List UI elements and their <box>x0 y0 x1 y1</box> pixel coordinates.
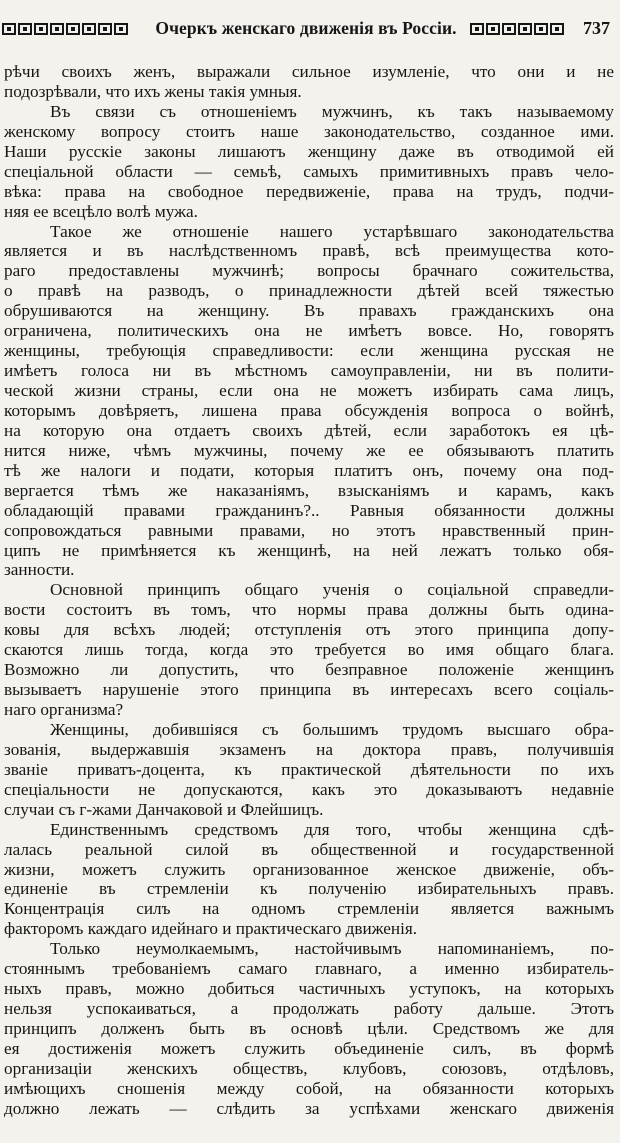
text-line: на которую она отдаетъ своихъ дѣтей, если заработокъ ея цѣ- <box>4 420 614 440</box>
text-line: женскому вопросу стоитъ наше законодательство, созданное ими. <box>4 121 614 141</box>
page-header <box>0 16 620 42</box>
text-line: няя ее всецѣло волѣ мужа. <box>4 201 198 221</box>
text-line: званіе приватъ-доцента, къ практической дѣятельности по ихъ <box>4 759 614 779</box>
ornament-box-icon <box>18 23 32 35</box>
text-line: скаются лишь тогда, когда это требуется во имя общаго блага. <box>4 640 614 660</box>
text-line: сопровождаться равными правами, но этотъ нравственный прин- <box>4 520 614 540</box>
ornament-box-icon <box>486 23 500 35</box>
text-line: является и въ наслѣдственномъ правѣ, всѣ преимущества кото- <box>4 241 614 261</box>
text-line: организаціи женскихъ обществъ, клубовъ, союзовъ, отдѣловъ, <box>4 1058 614 1078</box>
text-line: лалась реальной силой въ общественной и государственной <box>4 839 614 859</box>
text-line: Въ связи съ отношеніемъ мужчинъ, къ такъ называемому <box>50 101 614 121</box>
text-line: должно лежать — слѣдить за успѣхами женскаго движенія <box>4 1098 614 1118</box>
text-line: Основной принципъ общаго ученія о соціальной справедли- <box>50 580 614 600</box>
text-line: вѣка: права на свободное передвиженіе, права на трудъ, подчи- <box>4 181 614 201</box>
text-line: имѣетъ голоса ни въ мѣстномъ самоуправленіи, ни въ полити- <box>4 361 614 381</box>
text-line: вергается тѣмъ же наказаніямъ, взысканіямъ и карамъ, какъ <box>4 480 614 500</box>
ornamental-border-right <box>470 22 566 36</box>
text-line: имѣющихъ сношенія между собой, на обязанности которыхъ <box>4 1078 614 1098</box>
ornament-box-icon <box>550 23 564 35</box>
text-line: вызываетъ нарушеніе этого принципа въ интересахъ всего соціаль- <box>4 680 614 700</box>
ornament-box-icon <box>518 23 532 35</box>
text-line: Возможно ли допустить, что безправное положеніе женщинъ <box>4 660 614 680</box>
text-line: обладающій правами гражданинъ?.. Равныя обязанности должны <box>4 500 614 520</box>
ornament-box-icon <box>98 23 112 35</box>
text-line: о правѣ на разводъ, о принадлежности дѣтей всей тяжестью <box>4 281 614 301</box>
text-line: случаи съ г-жами Данчаковой и Флейшицъ. <box>4 799 324 819</box>
text-line: женщины, требующія справедливости: если женщина русская не <box>4 341 614 361</box>
text-line: ея достиженія можетъ служить объединеніе силъ, въ формѣ <box>4 1038 614 1058</box>
text-line: рѣчи своихъ женъ, выражали сильное изумленіе, что они и не <box>4 62 614 81</box>
text-line: которымъ довѣряетъ, лишена права обсужденія вопроса о войнѣ, <box>4 400 614 420</box>
text-line: нельзя успокаиваться, а продолжать работу дальше. Этотъ <box>4 999 614 1019</box>
text-line: жизни, можетъ служить организованное женское движеніе, объ- <box>4 859 614 879</box>
text-line: стояннымъ требованіемъ самаго главнаго, а именно избиратель- <box>4 959 614 979</box>
text-line: Такое же отношеніе нашего устарѣвшаго законодательства <box>50 221 614 241</box>
text-line: спеціальной области — семьѣ, самыхъ примитивныхъ правъ чело- <box>4 161 614 181</box>
text-line: занности. <box>4 560 75 580</box>
text-line: спеціальности не допускаются, какъ это доказываютъ недавніе <box>4 779 614 799</box>
page-number: 737 <box>583 18 610 38</box>
text-line: ципъ не примѣняется къ женщинѣ, на ней лежатъ только обя- <box>4 540 614 560</box>
text-line: принципъ долженъ быть въ основѣ цѣли. Средствомъ же для <box>4 1019 614 1038</box>
ornament-box-icon <box>502 23 516 35</box>
text-line: Женщины, добившіяся съ большимъ трудомъ высшаго обра- <box>50 719 614 739</box>
text-line: Единственнымъ средствомъ для того, чтобы женщина сдѣ- <box>50 819 614 839</box>
text-line: Концентрація силъ на одномъ стремленіи является важнымъ <box>4 899 614 919</box>
text-line: тѣ же налоги и подати, которыя платитъ онъ, почему она под- <box>4 460 614 480</box>
ornamental-border-left <box>2 22 130 36</box>
ornament-box-icon <box>114 23 128 35</box>
text-line: Наши русскіе законы лишаютъ женщину даже въ отводимой ей <box>4 141 614 161</box>
text-line: Только неумолкаемымъ, настойчивымъ напоминаніемъ, по- <box>50 939 614 959</box>
ornament-box-icon <box>470 23 484 35</box>
text-line: ческой жизни страны, если она не можетъ избирать сама лицъ, <box>4 381 614 400</box>
text-line: нится ниже, чѣмъ мужчины, почему же ее обязываютъ платить <box>4 440 614 460</box>
ornament-box-icon <box>50 23 64 35</box>
ornament-box-icon <box>66 23 80 35</box>
running-title: Очеркъ женскаго движенія въ Россіи. <box>155 18 457 38</box>
text-line: факторомъ каждаго идейнаго и практическаго движенія. <box>4 919 418 939</box>
text-line: вости состоитъ въ томъ, что нормы права должны быть одина- <box>4 600 614 620</box>
body-text <box>4 62 614 1119</box>
text-line: зованія, выдержавшія экзаменъ на доктора правъ, получившія <box>4 739 614 759</box>
text-line: ковы для всѣхъ людей; отступленія отъ этого принципа допу- <box>4 620 614 640</box>
text-line: обрушиваются на женщину. Въ правахъ гражданскихъ она <box>4 301 614 321</box>
text-line: раго предоставлены мужчинѣ; вопросы брачнаго сожительства, <box>4 261 614 281</box>
text-line: ограничена, политическихъ она не имѣетъ вовсе. Но, говорятъ <box>4 321 614 341</box>
ornament-box-icon <box>82 23 96 35</box>
ornament-box-icon <box>2 23 16 35</box>
ornament-box-icon <box>534 23 548 35</box>
text-line: единеніе въ стремленіи къ полученію избирательныхъ правъ. <box>4 879 614 899</box>
text-line: ныхъ правъ, можно добиться частичныхъ уступокъ, на которыхъ <box>4 979 614 999</box>
text-line: подозрѣвали, что ихъ жены такія умныя. <box>4 81 302 101</box>
text-line: наго организма? <box>4 700 124 719</box>
ornament-box-icon <box>34 23 48 35</box>
